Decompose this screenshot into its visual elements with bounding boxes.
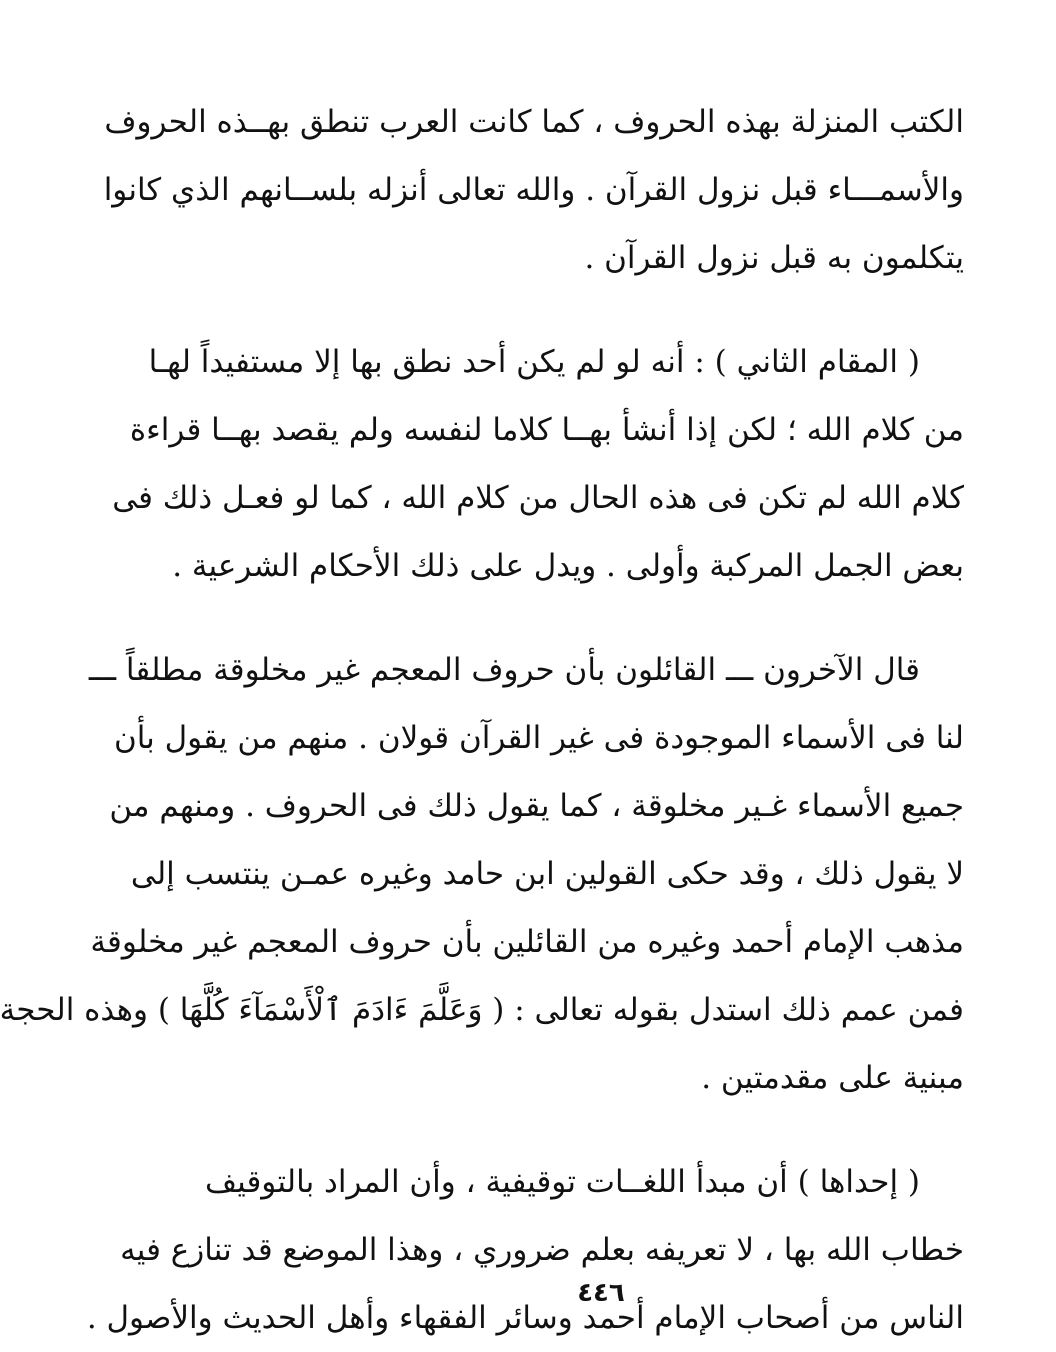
text-line: فمن عمم ذلك استدل بقوله تعالى : ( وَعَلَّمَ ءَادَمَ ٱلْأَسْمَآءَ كُلَّهَا ) وهذه الحجة (0, 992, 964, 1028)
text-line: لا يقول ذلك ، وقد حكى القولين ابن حامد وغيره عمـن ينتسب إلى (130, 856, 964, 892)
paragraph-spacer (224, 1112, 964, 1148)
text-line: مذهب الإمام أحمد وغيره من القائلين بأن حروف المعجم غير مخلوقة (90, 924, 964, 960)
text-line: يتكلمون به قبل نزول القرآن . (584, 240, 964, 276)
paragraph-spacer (224, 600, 964, 636)
page-number: ٤٤٦ (577, 1278, 625, 1308)
paragraph-4 (86, 1148, 964, 1352)
text-line: قال الآخرون ـــ القائلون بأن حروف المعجم غير مخلوقة مطلقاً ـــ (88, 652, 920, 688)
text-line: ( المقام الثاني ) : أنه لو لم يكن أحد نطق بها إلا مستفيداً لهـا (148, 344, 920, 380)
text-line: لنا فى الأسماء الموجودة فى غير القرآن قولان . منهم من يقول بأن (113, 720, 964, 756)
text-line: كلام الله لم تكن فى هذه الحال من كلام الله ، كما لو فعـل ذلك فى (112, 480, 964, 516)
text-line: جميع الأسماء غـير مخلوقة ، كما يقول ذلك فى الحروف . ومنهم من (109, 788, 964, 824)
text-line: من كلام الله ؛ لكن إذا أنشأ بهــا كلاما لنفسه ولم يقصد بهــا قراءة (129, 412, 964, 448)
paragraph-1 (103, 88, 964, 292)
text-line: ( إحداها ) أن مبدأ اللغــات توقيفية ، وأن المراد بالتوقيف (205, 1164, 920, 1200)
text-line: والأسمـــاء قبل نزول القرآن . والله تعالى أنزله بلســانهم الذي كانوا (103, 172, 964, 208)
paragraph-2 (112, 328, 964, 600)
text-line: الكتب المنزلة بهذه الحروف ، كما كانت العرب تنطق بهــذه الحروف (104, 104, 964, 140)
paragraph-spacer (224, 292, 964, 328)
text-line: خطاب الله بها ، لا تعريفه بعلم ضروري ، وهذا الموضع قد تنازع فيه (120, 1232, 964, 1268)
text-line: مبنية على مقدمتين . (701, 1060, 964, 1096)
text-line: الناس من أصحاب الإمام أحمد وسائر الفقهاء وأهل الحديث والأصول . (86, 1300, 964, 1336)
paragraph-3 (0, 636, 964, 1112)
text-line: بعض الجمل المركبة وأولى . ويدل على ذلك الأحكام الشرعية . (172, 548, 964, 584)
page-body (0, 88, 964, 1352)
